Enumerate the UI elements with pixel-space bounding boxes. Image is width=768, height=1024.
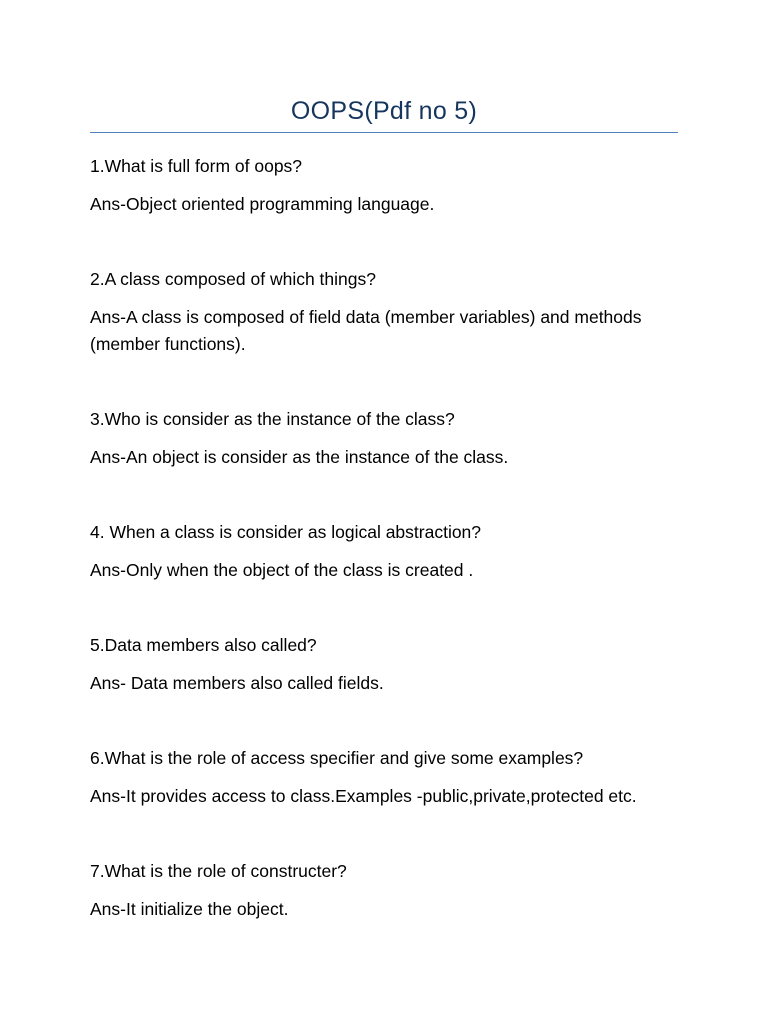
question-2: 2.A class composed of which things?: [90, 269, 376, 289]
answer-1: Ans-Object oriented programming language.: [90, 194, 435, 214]
qa-item-7: [90, 858, 680, 923]
answer-5: Ans- Data members also called fields.: [90, 673, 384, 693]
qa-item-6: [90, 745, 680, 810]
answer-2: Ans-A class is composed of field data (member variables) and methods (member functions).: [90, 307, 642, 354]
title-underline: [90, 132, 678, 133]
qa-item-4: [90, 519, 680, 584]
question-1: 1.What is full form of oops?: [90, 156, 303, 176]
answer-3: Ans-An object is consider as the instance of the class.: [90, 447, 509, 467]
question-3: 3.Who is consider as the instance of the class?: [90, 409, 455, 429]
qa-item-3: [90, 406, 680, 471]
answer-6: Ans-It provides access to class.Examples -public,private,protected etc.: [90, 786, 637, 806]
question-7: 7.What is the role of constructer?: [90, 861, 347, 881]
question-5: 5.Data members also called?: [90, 635, 317, 655]
qa-item-2: [90, 266, 680, 358]
answer-4: Ans-Only when the object of the class is created .: [90, 560, 474, 580]
answer-7: Ans-It initialize the object.: [90, 899, 289, 919]
question-6: 6.What is the role of access specifier and give some examples?: [90, 748, 584, 768]
qa-item-1: [90, 153, 680, 218]
document-title: OOPS(Pdf no 5): [290, 97, 478, 125]
question-4: 4. When a class is consider as logical abstraction?: [90, 522, 482, 542]
qa-item-5: [90, 632, 680, 697]
